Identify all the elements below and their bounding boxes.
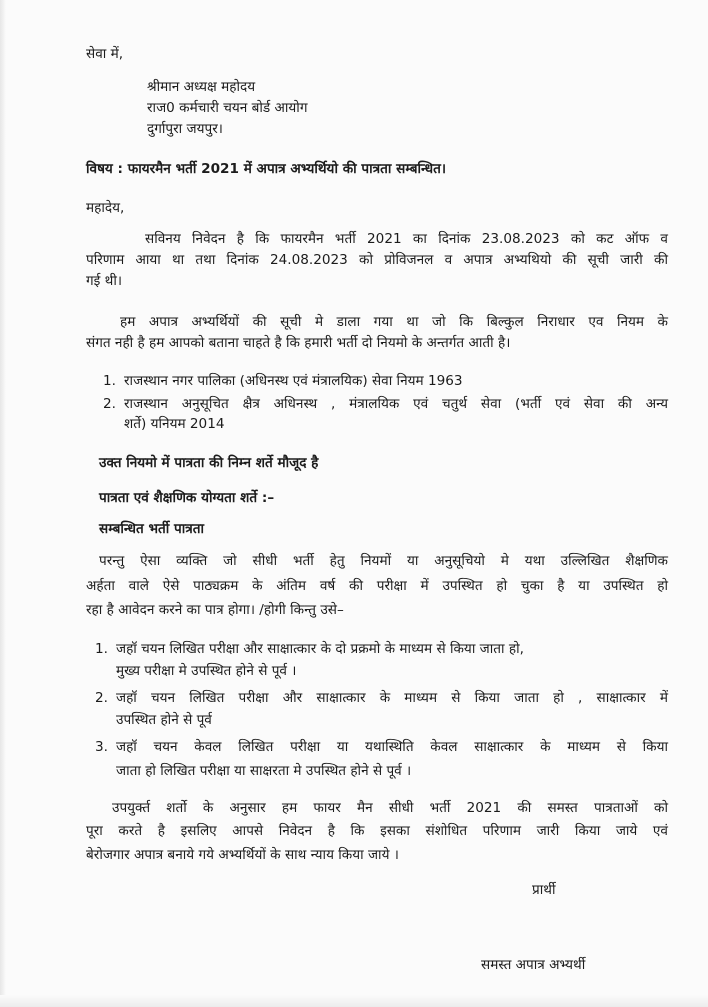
rule-1-number: 1. bbox=[103, 373, 116, 389]
conditions-heading: उक्त नियमो में पात्रता की निम्न शर्ते मौजूद है bbox=[99, 455, 319, 471]
greeting: महादेय, bbox=[86, 200, 125, 216]
scan-shadow-bottom bbox=[0, 995, 708, 1007]
subject-line: विषय : फायरमैन भर्ती 2021 में अपात्र अभ्यर्थियो की पात्रता सम्बन्धित। bbox=[86, 161, 447, 177]
para2-line-2: संगत नही है हम आपको बताना चाहते है कि हमारी भर्ती दो नियमो के अन्तर्गत आती है। bbox=[86, 335, 511, 351]
para1-line-2: परिणाम आया था तथा दिनांक 24.08.2023 को प्रोविजनल व अपात्र अभ्यथियो की सूची जारी की bbox=[86, 252, 668, 268]
para1-line-1: सविनय निवेदन है कि फायरमैन भर्ती 2021 का दिनांक 23.08.2023 को कट ऑफ व bbox=[145, 231, 668, 247]
rule-2-number: 2. bbox=[103, 396, 116, 412]
condition-1-line-2: मुख्य परीक्षा मे उपस्थित होने से पूर्व । bbox=[116, 663, 297, 679]
addressee-line-3: दुर्गापुरा जयपुर। bbox=[147, 121, 223, 137]
condition-3-number: 3. bbox=[95, 739, 108, 755]
rule-2-text-line-2: शर्ते) यनियम 2014 bbox=[124, 416, 225, 432]
para3-line-2: अर्हता वाले ऐसे पाठ्यक्रम के अंतिम वर्ष की परीक्षा में उपस्थित हो चुका है या उपस्थित हो bbox=[86, 578, 668, 594]
condition-2-number: 2. bbox=[95, 690, 108, 706]
condition-2-line-2: उपस्थित होने से पूर्व bbox=[116, 712, 212, 728]
scan-shadow-left bbox=[0, 0, 6, 1007]
para4-line-3: बेरोजगार अपात्र बनाये गये अभ्यर्थियों के साथ न्याय किया जाये । bbox=[86, 847, 399, 863]
addressee-line-1: श्रीमान अध्यक्ष महोदय bbox=[147, 79, 256, 95]
para4-line-2: पूरा करते है इसलिए आपसे निवेदन है कि इसका संशोधित परिणाम जारी किया जाये एवं bbox=[86, 823, 668, 839]
salutation-to: सेवा में, bbox=[86, 46, 124, 62]
rule-1-text: राजस्थान नगर पालिका (अधिनस्थ एवं मंत्रालयिक) सेवा नियम 1963 bbox=[124, 373, 463, 389]
condition-1-number: 1. bbox=[95, 641, 108, 657]
condition-1-line-1: जहॉ चयन लिखित परीक्षा और साक्षात्कार के दो प्रक्रमो के माध्यम से किया जाता हो, bbox=[116, 641, 524, 657]
signature: समस्त अपात्र अभ्यर्थी bbox=[481, 957, 586, 973]
signoff: प्रार्थी bbox=[532, 882, 556, 898]
rule-2-text-line-1: राजस्थान अनुसूचित क्षैत्र अधिनस्थ , मंत्रालयिक एवं चतुर्थ सेवा (भर्ती एवं सेवा की अन्य bbox=[124, 396, 668, 412]
condition-3-line-1: जहॉ चयन केवल लिखित परीक्षा या यथास्थिति केवल साक्षात्कार के माध्यम से किया bbox=[116, 739, 668, 755]
para2-line-1: हम अपात्र अभ्यर्थियों की सूची मे डाला गया था जो कि बिल्कुल निराधार एव नियम के bbox=[120, 314, 668, 330]
para3-line-3: रहा है आवेदन करने का पात्र होगा। /होगी किन्तु उसे– bbox=[86, 602, 344, 618]
addressee-line-2: राज0 कर्मचारी चयन बोर्ड आयोग bbox=[147, 100, 308, 116]
para3-line-1: परन्तु ऐसा व्यक्ति जो सीधी भर्ती हेतु नियमों या अनुसूचियो मे यथा उल्लिखित शैक्षणिक bbox=[99, 553, 668, 569]
related-heading: सम्बन्धित भर्ती पात्रता bbox=[99, 521, 205, 537]
eligibility-heading: पात्रता एवं शैक्षणिक योग्यता शर्ते :– bbox=[99, 490, 275, 506]
para1-line-3: गई थी। bbox=[86, 273, 123, 289]
para4-line-1: उपयुर्क्त शर्तो के अनुसार हम फायर मैन सीधी भर्ती 2021 की समस्त पात्रताओं को bbox=[112, 800, 668, 816]
condition-2-line-1: जहॉ चयन लिखित परीक्षा और साक्षात्कार के माध्यम से किया जाता हो , साक्षात्कार में bbox=[116, 690, 668, 706]
condition-3-line-2: जाता हो लिखित परीक्षा या साक्षरता मे उपस्थित होने से पूर्व । bbox=[116, 763, 412, 779]
